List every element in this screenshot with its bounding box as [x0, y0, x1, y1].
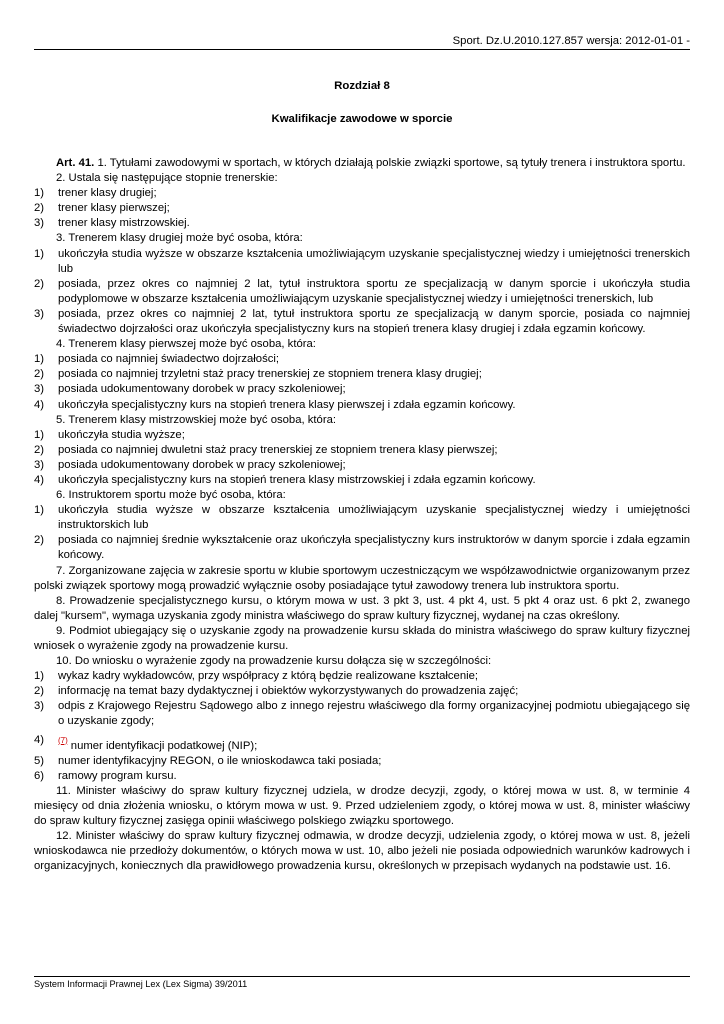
list-item: 2) posiada co najmniej trzyletni staż pracy trenerskiej ze stopniem trenera klasy drugiej; [34, 368, 482, 381]
paragraph-1: Art. 41. 1. Tytułami zawodowymi w sportach, w których działają polskie związki sportowe, są tytuły trenera i instruktora sportu. [56, 157, 686, 169]
list-item: 1) ukończyła studia wyższe w obszarze kształcenia umożliwiającym uzyskanie specjalistycznej wiedzy i umiejętności trenerskich lub [34, 247, 690, 275]
paragraph-4: 4. Trenerem klasy pierwszej może być osoba, która: [56, 338, 316, 351]
footer-rule [34, 976, 690, 977]
paragraph-5: 5. Trenerem klasy mistrzowskiej może być osoba, która: [56, 413, 337, 426]
list-item: 3) posiada udokumentowany dorobek w pracy szkoleniowej; [34, 383, 346, 396]
list-item: 1) ukończyła studia wyższe; [34, 428, 185, 441]
paragraph-8: 8. Prowadzenie specjalistycznego kursu, o którym mowa w ust. 3 pkt 3, ust. 4 pkt 4, ust. 5 pkt 4 oraz ust. 6 pkt 2, zwanego dalej "kursem", wymaga uzyskania zgody ministra właściwego do spraw kultury fizycznej, wydanej na czas określony. [34, 594, 690, 622]
list-item: 1) posiada co najmniej świadectwo dojrzałości; [34, 353, 280, 366]
list-item: 2) posiada, przez okres co najmniej 2 lat, tytuł instruktora sportu ze specjalizacją w danym sporcie i ukończyła studia podyplomowe w obszarze kształcenia umożliwiającym uzyskanie specjalistycznej wiedzy i umiejętności trenerskich, lub [34, 277, 690, 305]
list-item: 3) odpis z Krajowego Rejestru Sądowego albo z innego rejestru właściwego dla formy organizacyjnej podmiotu ubiegającego się o uzyskanie zgody; [34, 700, 690, 728]
list-item: 4) $^{(7)}$ numer identyfikacji podatkowej (NIP); [34, 733, 258, 752]
list-item: 2) posiada co najmniej dwuletni staż pracy trenerskiej ze stopniem trenera klasy pierwszej; [34, 443, 498, 456]
list-item: 3) posiada, przez okres co najmniej 2 lat, tytuł instruktora sportu ze specjalizacją w danym sporcie, posiada co najmniej świadectwo dojrzałości oraz ukończyła specjalistyczny kurs na stopień trenera klasy drugiej i zdała egzamin końcowy. [34, 307, 690, 336]
list-item: 4) ukończyła specjalistyczny kurs na stopień trenera klasy pierwszej i zdała egzamin końcowy. [34, 398, 516, 411]
list-item: 4) ukończyła specjalistyczny kurs na stopień trenera klasy mistrzowskiej i zdała egzamin końcowy. [34, 473, 536, 486]
list-item: 1) trener klasy drugiej; [34, 187, 157, 200]
paragraph-2: 2. Ustala się następujące stopnie trenerskie: [56, 172, 278, 185]
chapter-subtitle: Kwalifikacje zawodowe w sporcie [271, 113, 453, 125]
article-label: Art. 41. [56, 157, 95, 169]
list-item: 2) trener klasy pierwszej; [34, 202, 170, 215]
paragraph-10: 10. Do wniosku o wyrażenie zgody na prowadzenie kursu dołącza się w szczególności: [56, 655, 492, 668]
list-item: 1) ukończyła studia wyższe w obszarze kształcenia umożliwiającym uzyskanie specjalistycznej wiedzy i umiejętności instruktorskich lub [34, 504, 690, 532]
chapter-title: Rozdział 8 [334, 80, 390, 92]
list-item: 6) ramowy program kursu. [34, 769, 177, 782]
paragraph-11: 11. Minister właściwy do spraw kultury fizycznej udziela, w drodze decyzji, zgody, o której mowa w ust. 8, w terminie 4 miesięcy od dnia złożenia wniosku, o którym mowa w ust. 9. Przed udzieleniem zgody, o której mowa w ust. 8, minister właściwy do spraw kultury fizycznej zasięga opinii właściwego polskiego związku sportowego. [34, 784, 690, 828]
page-footer: System Informacji Prawnej Lex (Lex Sigma) 39/2011 [34, 979, 248, 989]
list-item: 5) numer identyfikacyjny REGON, o ile wnioskodawca taki posiada; [34, 754, 382, 767]
paragraph-7: 7. Zorganizowane zajęcia w zakresie sportu w klubie sportowym uczestniczącym we współzawodnictwie organizowanym przez polski związek sportowy mogą prowadzić wyłącznie osoby posiadające tytuł zawodowy trenera lub instruktora sportu. [34, 564, 690, 592]
list-item: 3) posiada udokumentowany dorobek w pracy szkoleniowej; [34, 458, 346, 471]
paragraph-12: 12. Minister właściwy do spraw kultury fizycznej odmawia, w drodze decyzji, udzielenia zgody, o której mowa w ust. 8, jeżeli wnioskodawca nie przedłoży dokumentów, o których mowa w ust. 10, albo jeżeli nie posiada odpowiednich warunków kadrowych i organizacyjnych, koniecznych dla prawidłowego prowadzenia kursu, określonych w przepisach wydanych na podstawie ust. 16. [34, 830, 690, 873]
header-rule [34, 49, 690, 50]
list-item: 1) wykaz kadry wykładowców, przy współpracy z którą będzie realizowane kształcenie; [34, 670, 479, 683]
paragraph-6: 6. Instruktorem sportu może być osoba, która: [56, 489, 286, 502]
paragraph-9: 9. Podmiot ubiegający się o uzyskanie zgody na prowadzenie kursu składa do ministra właściwego do spraw kultury fizycznej wniosek o wyrażenie zgody na prowadzenie kursu. [34, 624, 690, 652]
paragraph-3: 3. Trenerem klasy drugiej może być osoba, która: [56, 232, 303, 245]
footnote-ref-link[interactable]: (7) [58, 735, 68, 745]
list-item: 2) posiada co najmniej średnie wykształcenie oraz ukończyła specjalistyczny kurs instruktorów w danym sporcie i zdała egzamin końcowy. [34, 534, 690, 562]
page-header: Sport. Dz.U.2010.127.857 wersja: 2012-01-01 - [452, 35, 690, 47]
article-body [34, 156, 690, 874]
list-item: 3) trener klasy mistrzowskiej. [34, 217, 190, 230]
list-item: 2) informację na temat bazy dydaktycznej i obiektów wykorzystywanych do prowadzenia zajęć; [34, 685, 519, 698]
